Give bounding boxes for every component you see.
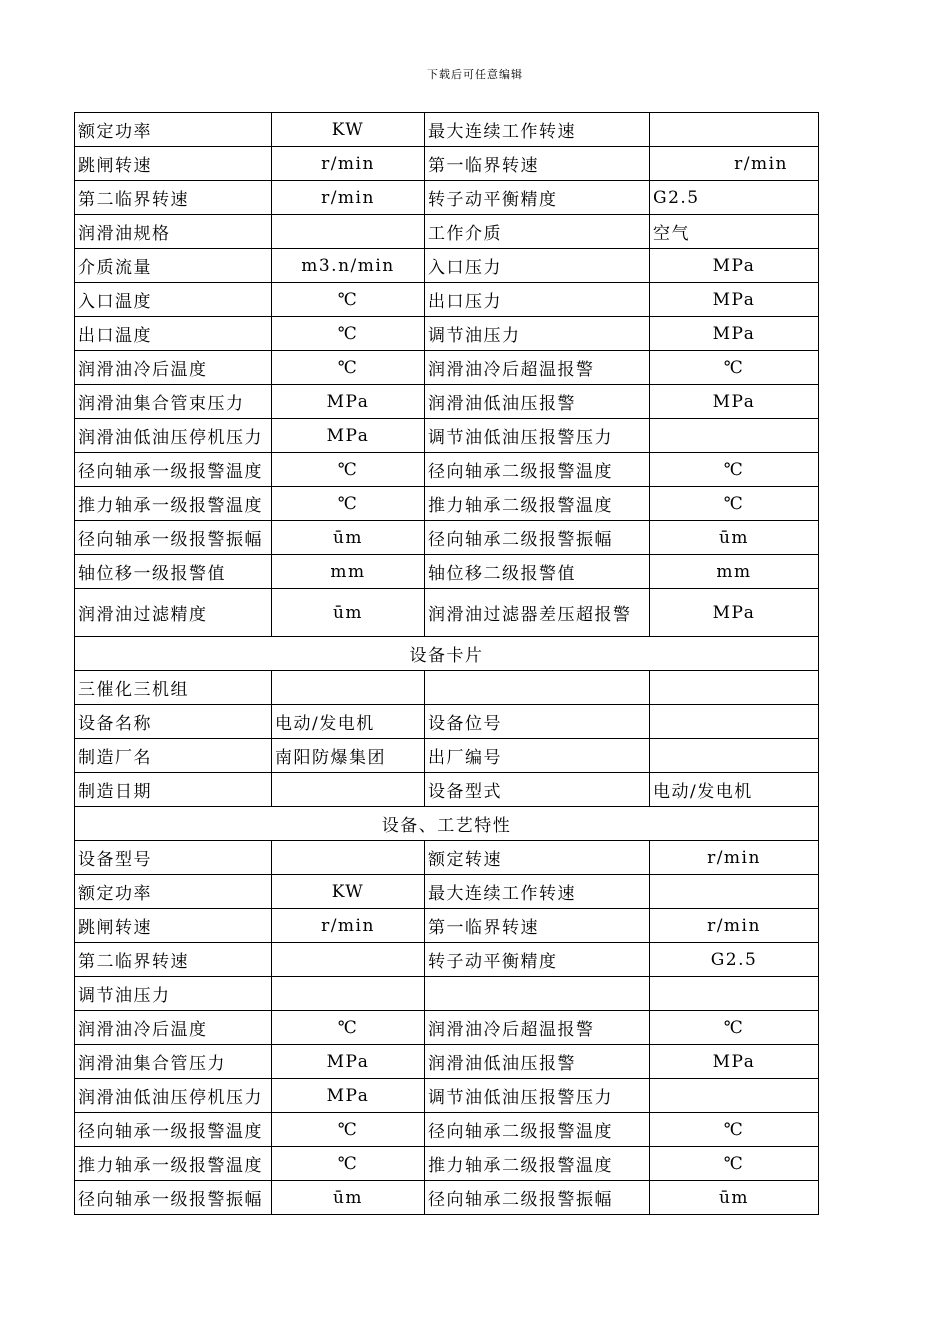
param-value-cell: MPa <box>272 385 425 419</box>
param-value-cell: r/min <box>272 909 425 943</box>
param-value-cell: MPa <box>650 385 819 419</box>
param-value-cell: ūm <box>650 1181 819 1215</box>
param-value-cell: MPa <box>650 249 819 283</box>
param-value-cell: r/min <box>272 181 425 215</box>
param-value-cell <box>650 977 819 1011</box>
param-label-cell: 径向轴承一级报警温度 <box>75 453 272 487</box>
param-value-cell: MPa <box>650 283 819 317</box>
param-label-cell: 径向轴承一级报警振幅 <box>75 521 272 555</box>
param-value-cell: ℃ <box>272 453 425 487</box>
param-label-cell: 润滑油低油压报警 <box>425 1045 650 1079</box>
param-label-cell: 调节油低油压报警压力 <box>425 419 650 453</box>
param-value-cell: ℃ <box>650 1147 819 1181</box>
table-row <box>75 1181 819 1215</box>
param-label-cell: 径向轴承二级报警温度 <box>425 453 650 487</box>
param-value-cell: MPa <box>272 419 425 453</box>
param-label-cell: 第二临界转速 <box>75 943 272 977</box>
param-value-cell: 电动/发电机 <box>650 773 819 807</box>
param-label-cell: 转子动平衡精度 <box>425 943 650 977</box>
param-label-cell: 轴位移二级报警值 <box>425 555 650 589</box>
param-value-cell <box>650 739 819 773</box>
param-value-cell: ūm <box>272 589 425 637</box>
param-value-cell: 南阳防爆集团 <box>272 739 425 773</box>
table-row <box>75 909 819 943</box>
param-value-cell: ℃ <box>650 453 819 487</box>
param-label-cell: 径向轴承一级报警温度 <box>75 1113 272 1147</box>
param-label-cell: 工作介质 <box>425 215 650 249</box>
param-label-cell: 润滑油冷后超温报警 <box>425 1011 650 1045</box>
section-title: 设备卡片 <box>75 637 819 671</box>
param-label-cell: 第一临界转速 <box>425 909 650 943</box>
spec-table-body <box>75 113 819 1215</box>
param-label-cell: 润滑油低油压停机压力 <box>75 419 272 453</box>
param-value-cell: r/min <box>650 909 819 943</box>
param-value-cell <box>272 841 425 875</box>
param-label-cell: 设备位号 <box>425 705 650 739</box>
table-row <box>75 977 819 1011</box>
param-label-cell: 出口温度 <box>75 317 272 351</box>
table-row <box>75 773 819 807</box>
param-value-cell: ℃ <box>272 1011 425 1045</box>
param-value-cell <box>272 215 425 249</box>
param-value-cell: ℃ <box>650 487 819 521</box>
param-value-cell <box>650 875 819 909</box>
param-value-cell <box>272 773 425 807</box>
param-label-cell: 介质流量 <box>75 249 272 283</box>
param-value-cell <box>272 977 425 1011</box>
param-label-cell: 调节油低油压报警压力 <box>425 1079 650 1113</box>
table-row <box>75 249 819 283</box>
param-label-cell: 润滑油低油压停机压力 <box>75 1079 272 1113</box>
param-value-cell: KW <box>272 113 425 147</box>
table-row <box>75 487 819 521</box>
param-label-cell: 调节油压力 <box>425 317 650 351</box>
param-label-cell: 最大连续工作转速 <box>425 113 650 147</box>
param-label-cell: 润滑油集合管束压力 <box>75 385 272 419</box>
param-value-cell: ūm <box>272 1181 425 1215</box>
param-value-cell: mm <box>272 555 425 589</box>
param-value-cell <box>650 671 819 705</box>
param-value-cell: 电动/发电机 <box>272 705 425 739</box>
param-label-cell: 润滑油冷后温度 <box>75 351 272 385</box>
param-label-cell: 润滑油集合管压力 <box>75 1045 272 1079</box>
param-value-cell: ℃ <box>272 1113 425 1147</box>
param-value-cell: mm <box>650 555 819 589</box>
param-value-cell: ℃ <box>650 1113 819 1147</box>
table-row <box>75 419 819 453</box>
table-row <box>75 351 819 385</box>
param-label-cell: 润滑油低油压报警 <box>425 385 650 419</box>
param-value-cell: MPa <box>650 589 819 637</box>
param-value-cell: r/min <box>650 841 819 875</box>
table-row <box>75 181 819 215</box>
param-value-cell: ℃ <box>272 351 425 385</box>
param-label-cell: 设备型式 <box>425 773 650 807</box>
table-row <box>75 589 819 637</box>
param-value-cell: MPa <box>272 1045 425 1079</box>
table-row <box>75 521 819 555</box>
table-row <box>75 317 819 351</box>
param-label-cell: 调节油压力 <box>75 977 272 1011</box>
param-value-cell <box>650 419 819 453</box>
table-row <box>75 739 819 773</box>
param-label-cell: 润滑油冷后超温报警 <box>425 351 650 385</box>
param-value-cell <box>272 671 425 705</box>
param-value-cell: ℃ <box>272 283 425 317</box>
param-value-cell: ūm <box>272 521 425 555</box>
param-label-cell <box>425 977 650 1011</box>
param-label-cell: 入口温度 <box>75 283 272 317</box>
param-value-cell: G2.5 <box>650 181 819 215</box>
param-label-cell: 径向轴承二级报警振幅 <box>425 521 650 555</box>
param-value-cell: m3.n/min <box>272 249 425 283</box>
table-row <box>75 555 819 589</box>
param-label-cell: 第二临界转速 <box>75 181 272 215</box>
param-value-cell: ℃ <box>650 1011 819 1045</box>
param-label-cell: 制造厂名 <box>75 739 272 773</box>
param-label-cell: 额定转速 <box>425 841 650 875</box>
param-label-cell: 第一临界转速 <box>425 147 650 181</box>
param-label-cell: 转子动平衡精度 <box>425 181 650 215</box>
param-label-cell: 设备型号 <box>75 841 272 875</box>
param-label-cell: 额定功率 <box>75 875 272 909</box>
param-value-cell: G2.5 <box>650 943 819 977</box>
table-row <box>75 1045 819 1079</box>
table-row <box>75 1147 819 1181</box>
param-label-cell: 推力轴承二级报警温度 <box>425 487 650 521</box>
param-value-cell <box>650 705 819 739</box>
section-title: 设备、工艺特性 <box>75 807 819 841</box>
param-label-cell: 径向轴承二级报警温度 <box>425 1113 650 1147</box>
table-row <box>75 113 819 147</box>
param-value-cell: MPa <box>650 1045 819 1079</box>
param-label-cell <box>425 671 650 705</box>
param-label-cell: 径向轴承二级报警振幅 <box>425 1181 650 1215</box>
param-value-cell: MPa <box>650 317 819 351</box>
table-row <box>75 671 819 705</box>
param-label-cell: 跳闸转速 <box>75 909 272 943</box>
param-value-cell: 空气 <box>650 215 819 249</box>
table-row <box>75 943 819 977</box>
param-label-cell: 设备名称 <box>75 705 272 739</box>
param-label-cell: 跳闸转速 <box>75 147 272 181</box>
param-label-cell: 额定功率 <box>75 113 272 147</box>
equipment-spec-table <box>74 112 819 1215</box>
param-label-cell: 润滑油冷后温度 <box>75 1011 272 1045</box>
param-label-cell: 出口压力 <box>425 283 650 317</box>
param-value-cell: r/min <box>272 147 425 181</box>
param-value-cell: r/min <box>650 147 819 181</box>
table-row <box>75 283 819 317</box>
section-header-row <box>75 637 819 671</box>
param-label-cell: 润滑油过滤器差压超报警 <box>425 589 650 637</box>
param-label-cell: 推力轴承一级报警温度 <box>75 487 272 521</box>
section-header-row <box>75 807 819 841</box>
table-row <box>75 1113 819 1147</box>
param-label-cell: 润滑油过滤精度 <box>75 589 272 637</box>
param-value-cell: KW <box>272 875 425 909</box>
table-row <box>75 1011 819 1045</box>
table-row <box>75 385 819 419</box>
param-label-cell: 最大连续工作转速 <box>425 875 650 909</box>
param-value-cell: ℃ <box>650 351 819 385</box>
param-label-cell: 出厂编号 <box>425 739 650 773</box>
param-value-cell: MPa <box>272 1079 425 1113</box>
table-row <box>75 1079 819 1113</box>
table-row <box>75 705 819 739</box>
table-row <box>75 875 819 909</box>
param-value-cell <box>272 943 425 977</box>
param-value-cell: ℃ <box>272 1147 425 1181</box>
param-value-cell: ūm <box>650 521 819 555</box>
param-value-cell <box>650 1079 819 1113</box>
table-row <box>75 841 819 875</box>
table-row <box>75 215 819 249</box>
param-label-cell: 推力轴承一级报警温度 <box>75 1147 272 1181</box>
param-value-cell <box>650 113 819 147</box>
param-value-cell: ℃ <box>272 487 425 521</box>
param-value-cell: ℃ <box>272 317 425 351</box>
page-header: 下载后可任意编辑 <box>427 68 523 81</box>
param-label-cell: 制造日期 <box>75 773 272 807</box>
param-label-cell: 径向轴承一级报警振幅 <box>75 1181 272 1215</box>
table-row <box>75 147 819 181</box>
param-label-cell: 入口压力 <box>425 249 650 283</box>
table-row <box>75 453 819 487</box>
param-label-cell: 推力轴承二级报警温度 <box>425 1147 650 1181</box>
param-label-cell: 润滑油规格 <box>75 215 272 249</box>
param-label-cell: 三催化三机组 <box>75 671 272 705</box>
param-label-cell: 轴位移一级报警值 <box>75 555 272 589</box>
